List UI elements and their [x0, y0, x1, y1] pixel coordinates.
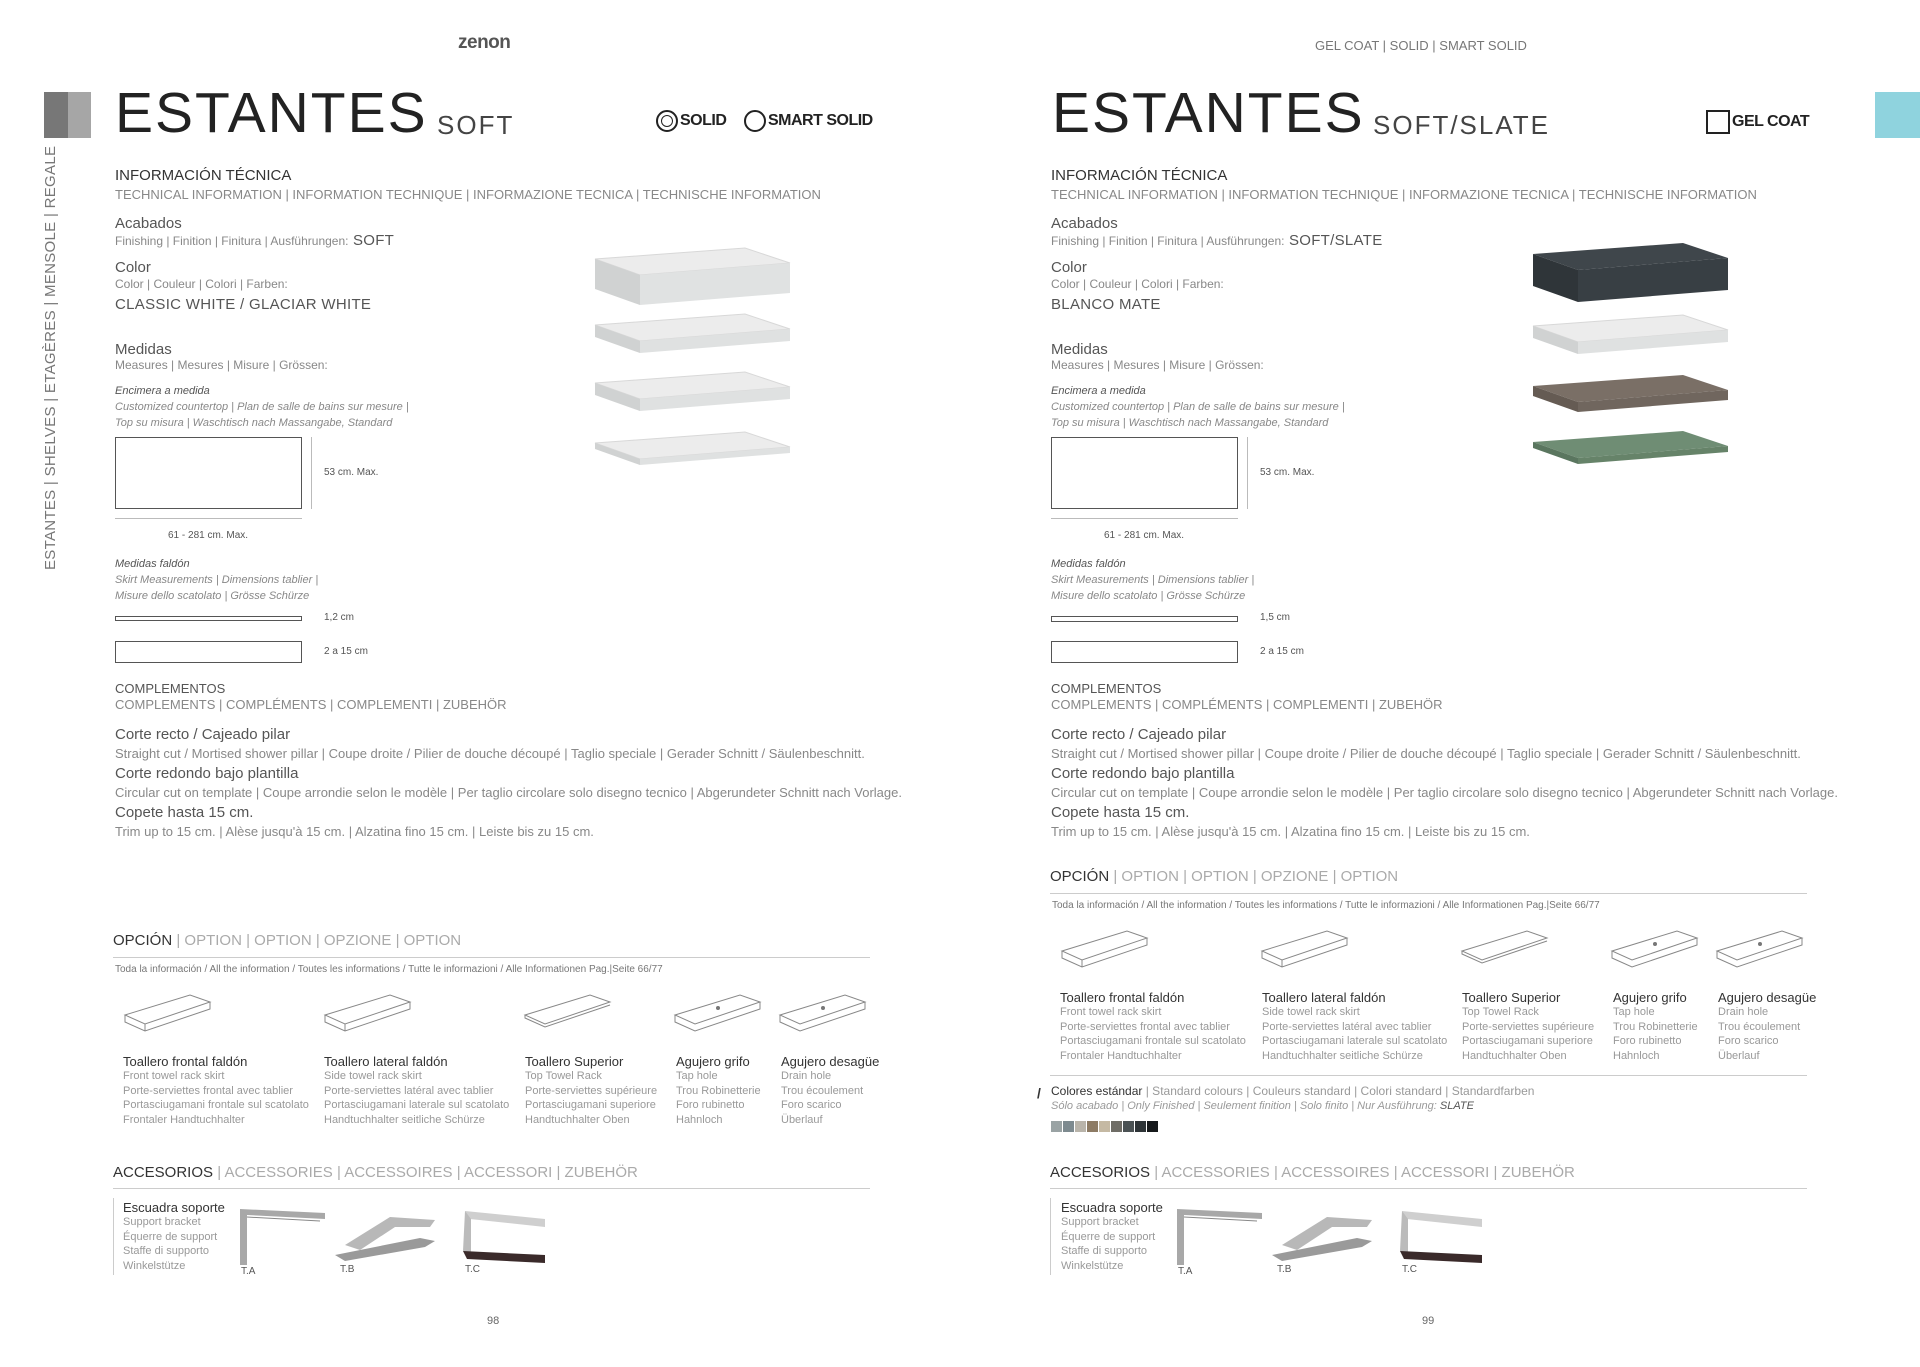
option-icons [1057, 926, 1817, 986]
height-dim-line [311, 437, 312, 509]
gel-coat-icon [1706, 110, 1730, 134]
complementos-subtitle: COMPLEMENTS | COMPLÉMENTS | COMPLEMENTI | ZUBEHÖR [1051, 697, 1443, 712]
faldon-title: Medidas faldón [1051, 558, 1126, 570]
width-dim-line [115, 518, 302, 519]
comp-2-title: Corte redondo bajo plantilla [1051, 765, 1235, 782]
color-swatch [1051, 1121, 1062, 1132]
encimera-line-2: Customized countertop | Plan de salle de bains sur mesure | [115, 401, 409, 413]
dim-width: 61 - 281 cm. Max. [1104, 530, 1185, 541]
top-categories: GEL COAT | SOLID | SMART SOLID [1315, 38, 1527, 53]
faldon-line-3: Misure dello scatolato | Grösse Schürze [115, 590, 310, 602]
comp-1-title: Corte recto / Cajeado pilar [1051, 726, 1227, 743]
comp-1-desc: Straight cut / Mortised shower pillar | Coupe droite / Pilier de douche découpé | Taglio speciale | Gerader Schnitt / Säulenbeschnitt. [115, 746, 865, 761]
option-item: Agujero desagüe Drain hole Trou écoulement Foro scarico Überlauf [781, 1054, 880, 1126]
complementos-subtitle: COMPLEMENTS | COMPLÉMENTS | COMPLEMENTI | ZUBEHÖR [115, 697, 507, 712]
comp-3-desc: Trim up to 15 cm. | Alèse jusqu'à 15 cm. | Alzatina fino 15 cm. | Leiste bis zu 15 cm. [1051, 824, 1530, 839]
accessory-label-ta: T.A [241, 1266, 256, 1277]
accessory-text: Escuadra soporte Support bracket Équerre de support Staffe di supporto Winkelstütze [1061, 1200, 1163, 1272]
acabados-line: Finishing | Finition | Finitura | Ausführungen: SOFT [115, 232, 395, 249]
option-note: Toda la información / All the information / Toutes les informations / Tutte le informazioni / Alle Informationen Pag.|Seite 66/77 [115, 964, 663, 975]
option-item: Toallero Superior Top Towel Rack Porte-serviettes supérieure Portasciugamani superiore Handtuchhalter Oben [525, 1054, 658, 1126]
accessories-rule [1050, 1188, 1807, 1189]
encimera-line-3: Top su misura | Waschtisch nach Massangabe, Standard [115, 417, 393, 429]
option-item: Toallero frontal faldón Front towel rack skirt Porte-serviettes frontal avec tablier Portasciugamani frontale sul scatolato Frontaler Handtuchhalter [123, 1054, 309, 1126]
faldon-range: 2 a 15 cm [1260, 646, 1304, 657]
skirt-height-diagram [1051, 641, 1238, 663]
page-number: 99 [1422, 1315, 1435, 1327]
medidas-subtitle: Measures | Mesures | Misure | Grössen: [1051, 358, 1264, 372]
section-marker [44, 92, 91, 138]
color-value: BLANCO MATE [1051, 296, 1161, 313]
encimera-line-3: Top su misura | Waschtisch nach Massangabe, Standard [1051, 417, 1329, 429]
comp-1-desc: Straight cut / Mortised shower pillar | Coupe droite / Pilier de douche découpé | Taglio speciale | Gerader Schnitt / Säulenbeschnitt. [1051, 746, 1801, 761]
colors-rule [1050, 1075, 1807, 1076]
page-subtitle: SOFT/SLATE [1373, 110, 1550, 140]
faldon-range: 2 a 15 cm [324, 646, 368, 657]
faldon-title: Medidas faldón [115, 558, 190, 570]
accessory-images [1172, 1205, 1502, 1275]
page-title: ESTANTES [115, 81, 428, 145]
color-swatch [1087, 1121, 1098, 1132]
option-icons [120, 990, 880, 1050]
option-rule [113, 957, 870, 958]
brand-logo: zenon [458, 32, 511, 53]
option-item: Agujero grifo Tap hole Trou Robinetterie Foro rubinetto Hahnloch [676, 1054, 761, 1126]
medidas-subtitle: Measures | Mesures | Misure | Grössen: [115, 358, 328, 372]
option-item: Agujero grifo Tap hole Trou Robinetterie Foro rubinetto Hahnloch [1613, 990, 1698, 1062]
comp-3-title: Copete hasta 15 cm. [115, 804, 254, 821]
accessory-label-tc: T.C [1402, 1264, 1417, 1275]
colors-note: Sólo acabado | Only Finished | Seulement finition | Solo finito | Nur Ausführung: SLATE [1051, 1100, 1474, 1112]
acabados-line: Finishing | Finition | Finitura | Ausführungen: SOFT/SLATE [1051, 232, 1383, 249]
encimera-line-2: Customized countertop | Plan de salle de bains sur mesure | [1051, 401, 1345, 413]
faldon-line-3: Misure dello scatolato | Grösse Schürze [1051, 590, 1246, 602]
solid-icon [656, 110, 678, 132]
complementos-title: COMPLEMENTOS [1051, 681, 1162, 696]
material-solid: SOLID [656, 110, 726, 132]
page-number: 98 [487, 1315, 500, 1327]
color-value: CLASSIC WHITE / GLACIAR WHITE [115, 296, 372, 313]
acabados-title: Acabados [1051, 215, 1118, 232]
dim-height: 53 cm. Max. [324, 467, 379, 478]
color-swatch [1123, 1121, 1134, 1132]
option-rule [1050, 893, 1807, 894]
accessory-text: Escuadra soporte Support bracket Équerre de support Staffe di supporto Winkelstütze [123, 1200, 225, 1272]
accessory-label-tb: T.B [1277, 1264, 1292, 1275]
colors-heading: Colores estándar | Standard colours | Couleurs standard | Colori standard | Standardfarben [1051, 1084, 1535, 1098]
acabados-title: Acabados [115, 215, 182, 232]
skirt-thickness-diagram [115, 616, 302, 621]
accessory-label-ta: T.A [1178, 1266, 1193, 1277]
shelf-stack-image [1528, 240, 1738, 490]
tech-info-subtitle: TECHNICAL INFORMATION | INFORMATION TECHNIQUE | INFORMAZIONE TECNICA | TECHNISCHE INFORMATION [115, 187, 821, 202]
accessory-label-tb: T.B [340, 1264, 355, 1275]
medidas-title: Medidas [1051, 341, 1108, 358]
right-page [960, 0, 1920, 1367]
option-item: Toallero lateral faldón Side towel rack skirt Porte-serviettes latéral avec tablier Portasciugamani laterale sul scatolato Handtuchhalter seitliche Schürze [1262, 990, 1448, 1062]
accessory-images [235, 1205, 565, 1275]
skirt-thickness-diagram [1051, 616, 1238, 622]
accessories-rule [113, 1188, 870, 1189]
color-subtitle: Color | Couleur | Colori | Farben: [1051, 277, 1224, 291]
option-item: Toallero Superior Top Towel Rack Porte-serviettes supérieure Portasciugamani superiore Handtuchhalter Oben [1462, 990, 1595, 1062]
comp-2-desc: Circular cut on template | Coupe arrondie selon le modèle | Per taglio circolare solo disegno tecnico | Abgerundeter Schnitt nach Vorlage. [115, 785, 902, 800]
width-dim-line [1051, 518, 1238, 519]
dim-width: 61 - 281 cm. Max. [168, 530, 249, 541]
accessories-bar [1050, 1198, 1051, 1275]
complementos-title: COMPLEMENTOS [115, 681, 226, 696]
comp-2-desc: Circular cut on template | Coupe arrondie selon le modèle | Per taglio circolare solo disegno tecnico | Abgerundeter Schnitt nach Vorlage. [1051, 785, 1838, 800]
faldon-thickness: 1,5 cm [1260, 612, 1291, 623]
shelf-stack-image [590, 245, 800, 495]
option-heading: OPCIÓN | OPTION | OPTION | OPZIONE | OPTION [113, 932, 462, 949]
skirt-height-diagram [115, 641, 302, 663]
acabados-value: SOFT/SLATE [1288, 232, 1383, 249]
accessories-heading: ACCESORIOS | ACCESSORIES | ACCESSOIRES | ACCESSORI | ZUBEHÖR [1050, 1164, 1575, 1181]
accessories-heading: ACCESORIOS | ACCESSORIES | ACCESSOIRES | ACCESSORI | ZUBEHÖR [113, 1164, 638, 1181]
countertop-diagram [115, 437, 302, 509]
encimera-title: Encimera a medida [1051, 385, 1146, 397]
color-swatch [1135, 1121, 1146, 1132]
material-gel-coat: GEL COAT [1706, 110, 1809, 134]
page-title: ESTANTES [1052, 81, 1365, 145]
option-note: Toda la información / All the information / Toutes les informations / Tutte le informazioni / Alle Informationen Pag.|Seite 66/77 [1052, 900, 1600, 911]
faldon-line-2: Skirt Measurements | Dimensions tablier | [1051, 574, 1255, 586]
comp-2-title: Corte redondo bajo plantilla [115, 765, 299, 782]
vertical-section-label: ESTANTES | SHELVES | ETAGÈRES | MENSOLE | REGALE [42, 145, 59, 570]
accessory-label-tc: T.C [465, 1264, 480, 1275]
option-item: Toallero lateral faldón Side towel rack skirt Porte-serviettes latéral avec tablier Portasciugamani laterale sul scatolato Handtuchhalter seitliche Schürze [324, 1054, 510, 1126]
smart-solid-icon [744, 110, 766, 132]
color-swatch [1063, 1121, 1074, 1132]
acabados-value: SOFT [352, 232, 395, 249]
color-swatch [1099, 1121, 1110, 1132]
comp-3-desc: Trim up to 15 cm. | Alèse jusqu'à 15 cm. | Alzatina fino 15 cm. | Leiste bis zu 15 cm. [115, 824, 594, 839]
color-title: Color [1051, 259, 1087, 276]
color-swatches [1051, 1121, 1159, 1132]
faldon-line-2: Skirt Measurements | Dimensions tablier | [115, 574, 319, 586]
tech-info-title: INFORMACIÓN TÉCNICA [115, 167, 292, 184]
color-swatch [1147, 1121, 1158, 1132]
page-subtitle: SOFT [437, 110, 515, 140]
accessories-bar [113, 1198, 114, 1275]
color-subtitle: Color | Couleur | Colori | Farben: [115, 277, 288, 291]
option-item: Agujero desagüe Drain hole Trou écoulement Foro scarico Überlauf [1718, 990, 1817, 1062]
countertop-diagram [1051, 437, 1238, 509]
color-swatch [1111, 1121, 1122, 1132]
faldon-thickness: 1,2 cm [324, 612, 355, 623]
option-item: Toallero frontal faldón Front towel rack skirt Porte-serviettes frontal avec tablier Portasciugamani frontale sul scatolato Frontaler Handtuchhalter [1060, 990, 1246, 1062]
option-heading: OPCIÓN | OPTION | OPTION | OPZIONE | OPTION [1050, 868, 1399, 885]
comp-1-title: Corte recto / Cajeado pilar [115, 726, 291, 743]
dim-height: 53 cm. Max. [1260, 467, 1315, 478]
color-title: Color [115, 259, 151, 276]
section-tab [1875, 92, 1920, 138]
encimera-title: Encimera a medida [115, 385, 210, 397]
tech-info-subtitle: TECHNICAL INFORMATION | INFORMATION TECHNIQUE | INFORMAZIONE TECNICA | TECHNISCHE INFORMATION [1051, 187, 1757, 202]
colors-marker-icon: / [1037, 1085, 1041, 1101]
medidas-title: Medidas [115, 341, 172, 358]
material-smart-solid: SMART SOLID [744, 110, 873, 132]
comp-3-title: Copete hasta 15 cm. [1051, 804, 1190, 821]
height-dim-line [1247, 437, 1248, 509]
tech-info-title: INFORMACIÓN TÉCNICA [1051, 167, 1228, 184]
color-swatch [1075, 1121, 1086, 1132]
